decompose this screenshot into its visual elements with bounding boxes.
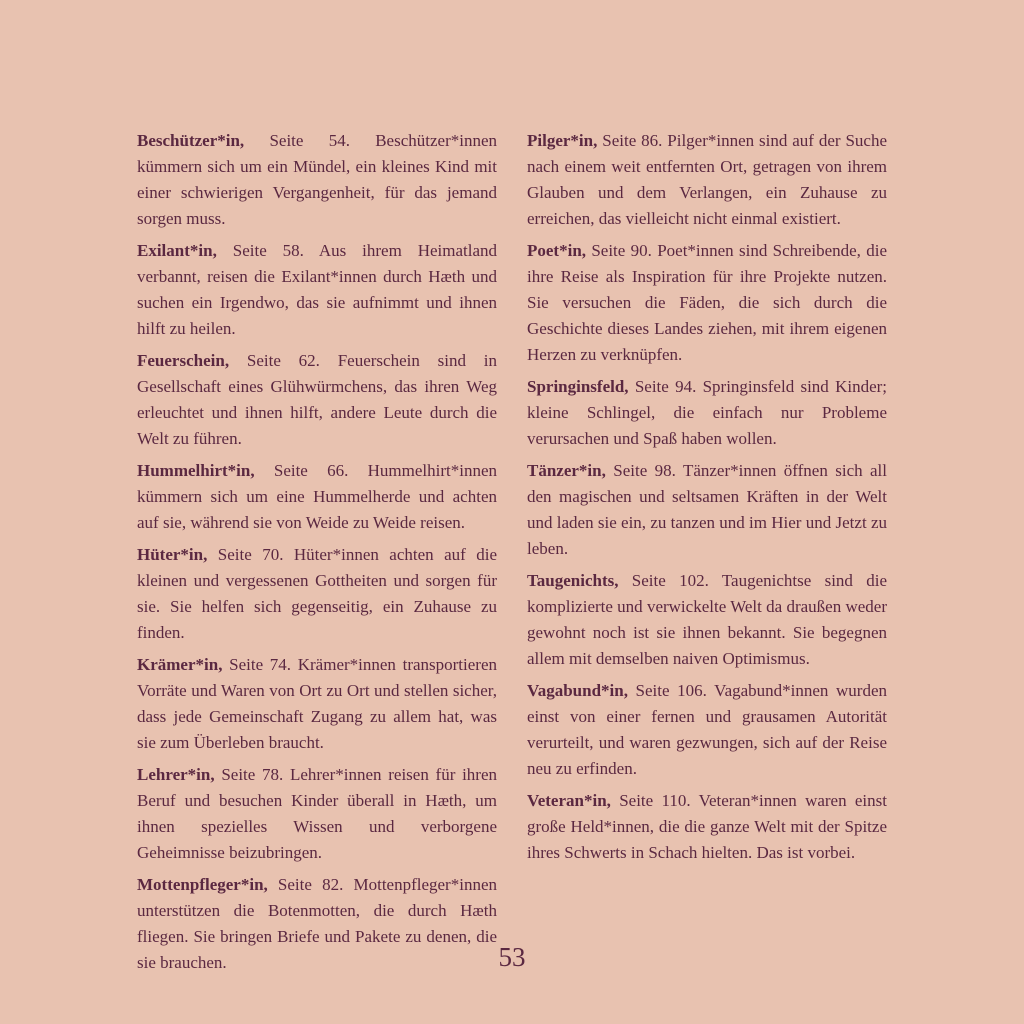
entry-text: Seite 98. Tänzer*innen öffnen sich all den magischen und seltsamen Kräften in der Welt und laden sie ein, zu tanzen und im Hier und Jetzt zu leben. (527, 461, 887, 558)
entry-taenzer (527, 458, 887, 562)
entry-term: Pilger*in, (527, 131, 598, 150)
entry-lehrer (137, 762, 497, 866)
entry-springinsfeld (527, 374, 887, 452)
entry-text: Seite 78. Lehrer*innen reisen für ihren Beruf und besuchen Kinder überall in Hæth, um ihnen spezielles Wissen und verborgene Geheimnisse beizubringen. (137, 765, 497, 862)
entry-term: Hummelhirt*in, (137, 461, 255, 480)
entry-term: Veteran*in, (527, 791, 611, 810)
entry-exilant (137, 238, 497, 342)
entry-text: Seite 90. Poet*innen sind Schreibende, die ihre Reise als Inspiration für ihre Projekte nutzen. Sie versuchen die Fäden, die sich durch die Geschichte dieses Landes ziehen, mit ihrem eigenen Herzen zu verknüpfen. (527, 241, 887, 364)
entry-text: Seite 62. Feuerschein sind in Gesellschaft eines Glühwürmchens, das ihren Weg erleuchtet und ihnen hilft, andere Leute durch die Welt zu führen. (137, 351, 497, 448)
entry-term: Hüter*in, (137, 545, 208, 564)
entry-text: Seite 110. Veteran*innen waren einst große Held*innen, die die ganze Welt mit der Spitze ihres Schwerts in Schach hielten. Das ist vorbei. (527, 791, 887, 862)
entry-text: Seite 86. Pilger*innen sind auf der Suche nach einem weit entfernten Ort, getragen von ihrem Glauben und dem Verlangen, ein Zuhause zu erreichen, das vielleicht nicht einmal existiert. (527, 131, 887, 228)
entry-pilger (527, 128, 887, 232)
entry-term: Krämer*in, (137, 655, 223, 674)
entry-text: Seite 82. Mottenpfleger*innen unterstützen die Botenmotten, die durch Hæth fliegen. Sie bringen Briefe und Pakete zu denen, die sie brauchen. (137, 875, 497, 972)
entry-text: Seite 94. Springinsfeld sind Kinder; kleine Schlingel, die einfach nur Probleme verursachen und Spaß haben wollen. (527, 377, 887, 448)
left-column (137, 128, 497, 982)
page-number: 53 (498, 942, 526, 972)
entry-text: Seite 102. Taugenichtse sind die komplizierte und verwickelte Welt da draußen weder gewohnt noch ist sie ihnen bekannt. Sie begegnen allem mit demselben naiven Optimismus. (527, 571, 887, 668)
entry-term: Mottenpfleger*in, (137, 875, 268, 894)
entry-hummelhirt (137, 458, 497, 536)
entry-term: Exilant*in, (137, 241, 217, 260)
entry-veteran (527, 788, 887, 866)
entry-term: Poet*in, (527, 241, 587, 260)
entry-term: Taugenichts, (527, 571, 619, 590)
entry-beschuetzer (137, 128, 497, 232)
entry-text: Seite 58. Aus ihrem Heimatland verbannt, reisen die Exilant*innen durch Hæth und suchen ein Irgendwo, das sie aufnimmt und ihnen hilft zu heilen. (137, 241, 497, 338)
right-column (527, 128, 887, 872)
entry-poet (527, 238, 887, 368)
entry-term: Lehrer*in, (137, 765, 215, 784)
entry-term: Springinsfeld, (527, 377, 629, 396)
entry-vagabund (527, 678, 887, 782)
entry-text: Seite 74. Krämer*innen transportieren Vorräte und Waren von Ort zu Ort und stellen sicher, dass jede Gemeinschaft Zugang zu allem hat, was sie zum Überleben braucht. (137, 655, 497, 752)
entry-text: Seite 70. Hüter*innen achten auf die kleinen und vergessenen Gottheiten und sorgen für sie. Sie helfen sich gegenseitig, ein Zuhause zu finden. (137, 545, 497, 642)
entry-text: Seite 54. Beschützer*innen kümmern sich um ein Mündel, ein kleines Kind mit einer schwierigen Vergangenheit, für das jemand sorgen muss. (137, 131, 497, 228)
entry-term: Beschützer*in, (137, 131, 245, 150)
entry-term: Feuerschein, (137, 351, 230, 370)
entry-term: Tänzer*in, (527, 461, 606, 480)
entry-feuerschein (137, 348, 497, 452)
entry-text: Seite 106. Vagabund*innen wurden einst von einer fernen und grausamen Autorität verurteilt, und waren gezwungen, sich auf der Reise neu zu erfinden. (527, 681, 887, 778)
entry-kraemer (137, 652, 497, 756)
entry-hueter (137, 542, 497, 646)
entry-taugenichts (527, 568, 887, 672)
entry-text: Seite 66. Hummelhirt*innen kümmern sich um eine Hummelherde und achten auf sie, während sie von Weide zu Weide reisen. (137, 461, 497, 532)
entry-term: Vagabund*in, (527, 681, 628, 700)
